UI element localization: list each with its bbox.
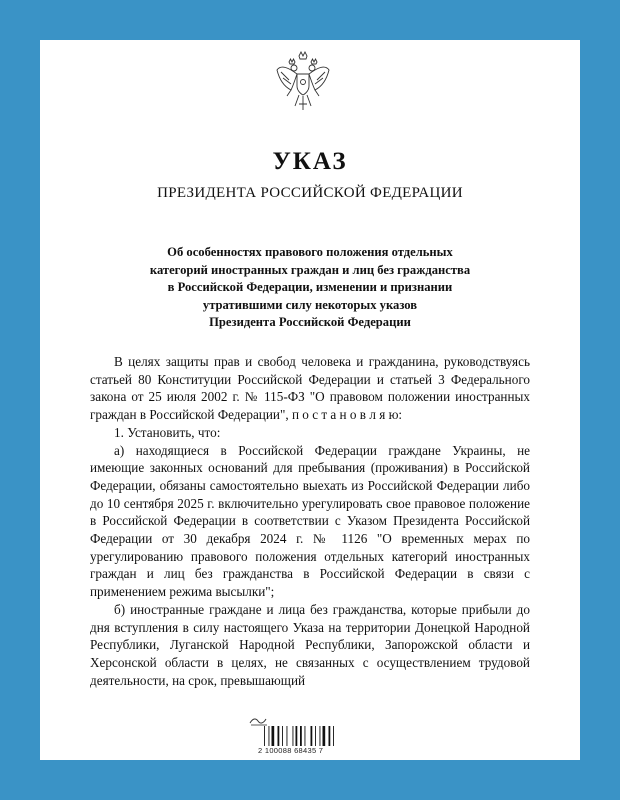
clause-1: 1. Установить, что: bbox=[114, 424, 221, 440]
barcode-bar bbox=[269, 726, 270, 746]
barcode-bar bbox=[320, 726, 321, 746]
barcode-bar bbox=[315, 726, 316, 746]
barcode-bar bbox=[278, 726, 280, 746]
clause-1b: б) иностранные граждане и лица без гражданства, которые прибыли до дня вступления в силу настоящего Указа на территории Донецкой Народной Республики, Луганской Народной Республики, Запорожской области и Херсонской области в целях, не связанных с осуществлением трудовой деятельности, на срок, превышающий bbox=[90, 601, 530, 688]
barcode-bar bbox=[296, 726, 298, 746]
barcode bbox=[248, 716, 368, 758]
barcode-bar bbox=[287, 726, 288, 746]
barcode-bar bbox=[329, 726, 331, 746]
barcode-bar bbox=[311, 726, 313, 746]
barcode-number: 2 100088 68435 7 bbox=[258, 746, 324, 755]
barcode-bar bbox=[293, 726, 294, 746]
coat-of-arms-emblem bbox=[275, 50, 331, 112]
barcode-bar bbox=[333, 726, 334, 746]
barcode-bar bbox=[305, 726, 306, 746]
barcode-bar bbox=[300, 726, 302, 746]
heading-line: утратившими силу некоторых указов bbox=[202, 297, 418, 312]
document-title: УКАЗ bbox=[272, 148, 348, 175]
stamp-mark-icon bbox=[248, 716, 270, 726]
barcode-bar bbox=[323, 726, 326, 746]
heading-line: в Российской Федерации, изменении и признании bbox=[167, 280, 453, 295]
decree-heading bbox=[100, 244, 520, 332]
document-subtitle: ПРЕЗИДЕНТА РОССИЙСКОЙ ФЕДЕРАЦИИ bbox=[157, 185, 463, 201]
preamble-paragraph: В целях защиты прав и свобод человека и гражданина, руководствуясь статьей 80 Конституции Российской Федерации и статьей 3 Федерального закона от 25 июля 2002 г. № 115-ФЗ "О правовом положении иностранных граждан в Российской Федерации", п о с т а н о в л я ю: bbox=[90, 354, 530, 423]
barcode-bar bbox=[272, 726, 275, 746]
barcode-bar bbox=[282, 726, 283, 746]
heading-line: Президента Российской Федерации bbox=[209, 315, 411, 330]
barcode-bars bbox=[264, 726, 362, 746]
heading-line: категорий иностранных граждан и лиц без гражданства bbox=[149, 262, 471, 277]
heading-line: Об особенностях правового положения отдельных bbox=[167, 245, 453, 259]
decree-body bbox=[90, 353, 530, 689]
clause-1a: а) находящиеся в Российской Федерации граждане Украины, не имеющие законных оснований для пребывания (проживания) в Российской Федерации, обязаны самостоятельно выехать из Российской Федерации либо до 10 сентября 2025 г. включительно урегулировать свое правовое положение в Российской Федерации в соответствии с Указом Президента Российской Федерации от 30 декабря 2024 г. № 1126 "О временных мерах по урегулированию правового положения отдельных категорий иностранных граждан и лиц без гражданства в Российской Федерации в связи с применением режима высылки"; bbox=[90, 442, 530, 600]
barcode-bar bbox=[264, 726, 265, 746]
document-page bbox=[40, 40, 580, 760]
